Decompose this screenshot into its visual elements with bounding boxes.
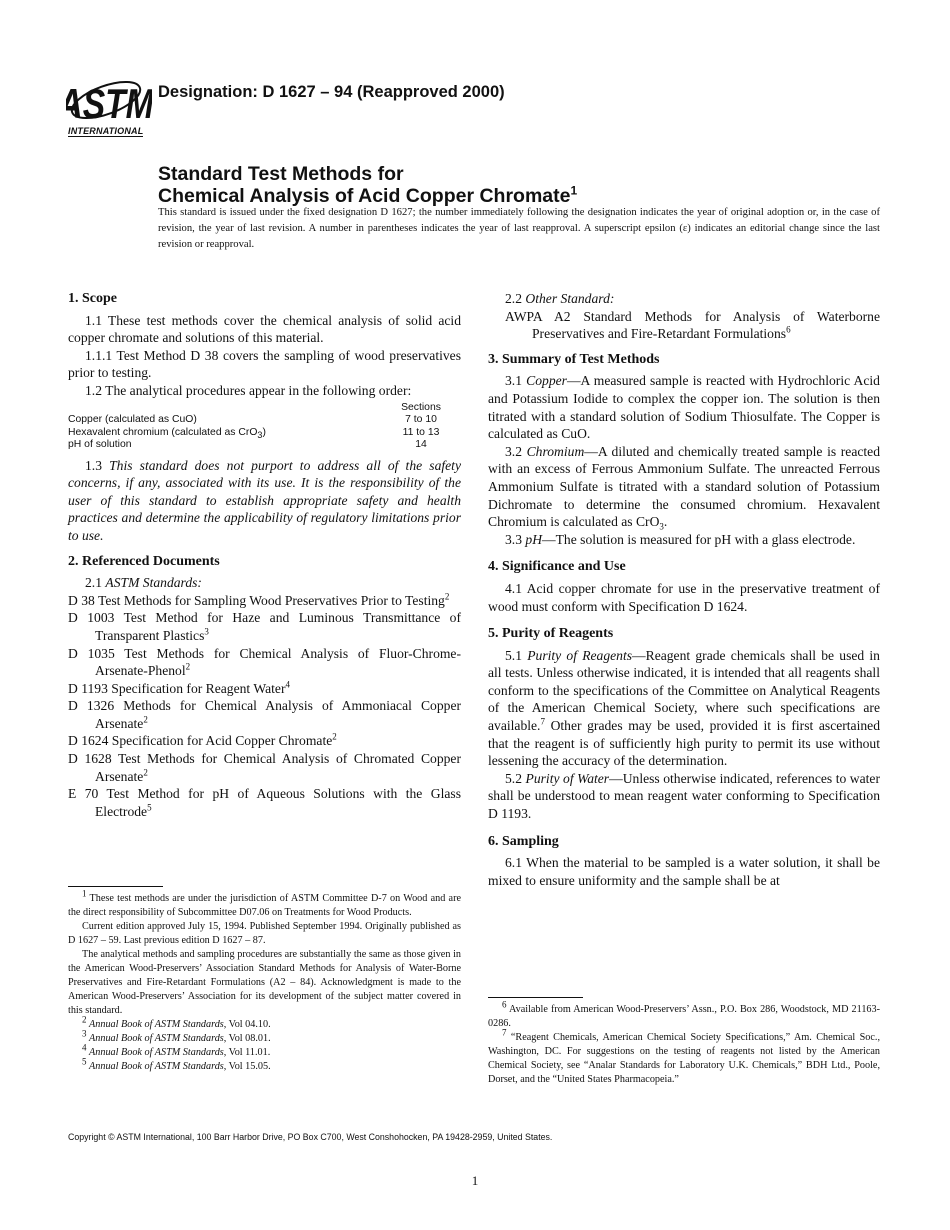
reference-item	[68, 697, 461, 732]
footnote-ref: 7	[540, 716, 545, 727]
reference-text: D 1624 Specification for Acid Copper Chromate	[68, 733, 333, 749]
footnote-number: 7	[502, 1027, 507, 1038]
para-number: 3.1	[505, 373, 522, 389]
footnote-1-edition: Current edition approved July 15, 1994. Published September 1994. Originally published as D 1627 – 59. Last previous edition D 1627 – 87.	[68, 921, 461, 946]
reference-item	[68, 609, 461, 644]
volume-footnote	[68, 1028, 461, 1046]
sections-header: Sections	[401, 401, 441, 413]
volume-footnote	[68, 1014, 461, 1032]
volume-text: , Vol 11.01.	[223, 1047, 271, 1058]
section-heading-significance: 4. Significance and Use	[488, 559, 626, 575]
footnotes-left	[68, 888, 461, 1074]
para-title: Purity of Water	[525, 770, 610, 786]
para-number: 3.3	[505, 531, 522, 547]
book-title: Annual Book of ASTM Standards	[89, 1047, 224, 1058]
paragraph-5-2	[488, 770, 880, 823]
reference-list	[68, 592, 461, 821]
section-heading-sampling: 6. Sampling	[488, 833, 559, 849]
volume-footnote	[68, 1042, 461, 1060]
title-line-2	[158, 185, 577, 207]
row-sections: 14	[415, 439, 427, 451]
para-end: .	[663, 514, 668, 530]
reference-text: D 1628 Test Methods for Chemical Analysis of Chromated Copper Arsenate	[68, 751, 461, 784]
paragraph-3-1	[488, 372, 880, 442]
safety-statement: This standard does not purport to address all of the safety concerns, if any, associated with its use. It is the responsibility of the user of this standard to establish appropriate safety and health practices and determine the applicability of regulatory limitations prior to use.	[68, 457, 461, 543]
footnote-1-note: The analytical methods and sampling procedures are substantially the same as those given in the American Wood-Preservers’ Association Standard Methods for Analysis of Water-Borne Preservatives and Fire-Retardant Formulations (A2 – 84). Acknowledgment is made to the American Wood-Preservers’ Association for its development of the subject matter covered in this standard.	[68, 949, 461, 1016]
para-text: —Reagent grade chemicals shall be used in all tests. Unless otherwise indicated, it is intended that all reagents shall conform to the specifications of the Committee on Analytical Reagents of the American Chemical Society, where such specifications are available.	[488, 647, 880, 734]
footnote-number: 4	[82, 1042, 87, 1053]
para-title: pH	[525, 531, 543, 547]
paragraph-5-1	[488, 647, 880, 770]
footnote-ref: 2	[143, 767, 148, 778]
paragraph-2-1	[68, 574, 461, 592]
paragraph-2-2	[488, 290, 880, 308]
footnote-6	[488, 999, 880, 1031]
svg-text:ASTM: ASTM	[66, 81, 152, 128]
footnote-number: 5	[82, 1056, 87, 1067]
table-row	[68, 427, 461, 440]
document-title	[158, 163, 577, 207]
footnote-ref: 2	[332, 731, 337, 742]
volume-text: , Vol 04.10.	[223, 1019, 271, 1030]
paragraph-6-1: 6.1 When the material to be sampled is a water solution, it shall be mixed to ensure uniformity and the sample shall be at	[488, 855, 880, 888]
reference-item	[68, 785, 461, 820]
para-number: 3.2	[505, 443, 522, 459]
footnote-ref: 3	[204, 626, 209, 637]
footnote-ref: 4	[285, 679, 290, 690]
footnote-ref: 5	[147, 802, 152, 813]
table-row	[68, 414, 461, 427]
left-column	[68, 290, 461, 820]
footnote-ref: 2	[143, 714, 148, 725]
footnote-ref: 6	[786, 324, 791, 335]
footnote-number: 6	[502, 999, 507, 1010]
reference-item	[68, 592, 461, 610]
para-text: —A diluted and chemically treated sample is reacted with an excess of Ferrous Ammonium Sulfate. The unreacted Ferrous Ammonium Sulfate is titrated with a standard solution of Potassium Dichromate to determine the consumed chromium. Hexavalent Chromium is calculated as CrO	[488, 443, 880, 530]
subscript: 3	[659, 521, 664, 532]
reference-text: D 1326 Methods for Chemical Analysis of Ammoniacal Copper Arsenate	[68, 698, 461, 731]
section-heading-purity: 5. Purity of Reagents	[488, 626, 614, 642]
procedure-order-table	[68, 402, 461, 452]
row-label: pH of solution	[68, 439, 132, 451]
reference-item	[68, 750, 461, 785]
book-title: Annual Book of ASTM Standards	[89, 1019, 224, 1030]
title-footnote-ref: 1	[570, 183, 578, 198]
para-text-cont: Other grades may be used, provided it is first ascertained that the reagent is of sufficiently high purity to permit its use without lessening the accuracy of the determination.	[488, 718, 880, 769]
subheading: Other Standard:	[525, 291, 615, 306]
volume-text: , Vol 08.01.	[223, 1033, 271, 1044]
footnotes-right	[488, 999, 880, 1087]
title-line-1: Standard Test Methods for	[158, 163, 404, 185]
copyright-notice: Copyright © ASTM International, 100 Barr Harbor Drive, PO Box C700, West Conshohocken, PA 19428-2959, United States.	[68, 1132, 553, 1142]
paragraph-1-1: 1.1 These test methods cover the chemical analysis of solid acid copper chromate and solutions of this material.	[68, 312, 461, 346]
footnote-7	[488, 1027, 880, 1087]
row-sections: 11 to 13	[402, 426, 440, 438]
para-number: 2.1	[85, 575, 102, 591]
awpa-reference	[488, 308, 880, 343]
footnote-ref: 2	[185, 661, 191, 672]
paragraph-3-3	[488, 531, 880, 549]
row-label-end: )	[262, 426, 266, 438]
para-title: Copper	[526, 373, 567, 389]
paragraph-4-1: 4.1 Acid copper chromate for use in the preservative treatment of wood must conform with Specification D 1624.	[488, 580, 880, 614]
para-number: 5.2	[505, 770, 522, 786]
book-title: Annual Book of ASTM Standards	[89, 1033, 224, 1044]
reference-text: D 1193 Specification for Reagent Water	[68, 680, 286, 696]
para-number: 2.2	[505, 291, 522, 306]
reference-item	[68, 645, 461, 680]
footnote-ref: 2	[444, 591, 450, 602]
section-heading-summary: 3. Summary of Test Methods	[488, 351, 660, 367]
table-header-row	[68, 402, 461, 415]
volume-footnotes	[68, 1014, 461, 1074]
right-column	[488, 290, 880, 889]
section-heading-scope: 1. Scope	[68, 291, 117, 306]
logo-subtitle: INTERNATIONAL	[68, 126, 144, 136]
reference-text: D 38 Test Methods for Sampling Wood Preservatives Prior to Testing	[68, 592, 445, 608]
footnote-divider	[68, 886, 163, 887]
reference-text: D 1035 Test Methods for Chemical Analysis of Fluor-Chrome-Arsenate-Phenol	[68, 645, 461, 679]
footnote-divider	[488, 997, 583, 998]
subscript: 3	[257, 429, 263, 440]
reference-item	[68, 732, 461, 750]
footnote-text: “Reagent Chemicals, American Chemical Society Specifications,” Am. Chemical Soc., Washington, DC. For suggestions on the testing of reagents not listed by the American Chemical Society, see “Analar Standards for Laboratory U.K. Chemicals,” BDH Ltd., Poole, Dorset, and the “United States Pharmacopeia.”	[488, 1032, 880, 1085]
paragraph-3-2	[488, 443, 880, 531]
para-text: —Unless otherwise indicated, references to water shall be understood to mean reagent water conforming to Specification D 1193.	[488, 770, 880, 822]
row-sections: 7 to 10	[405, 414, 437, 426]
reference-text: E 70 Test Method for pH of Aqueous Solutions with the Glass Electrode	[68, 786, 461, 819]
table-row	[68, 439, 461, 452]
para-number: 5.1	[505, 647, 522, 663]
book-title: Annual Book of ASTM Standards	[89, 1061, 224, 1072]
para-number: 1.3	[85, 457, 102, 473]
volume-footnote	[68, 1056, 461, 1074]
para-text: —A measured sample is reacted with Hydrochloric Acid and Potassium Iodide to complex the copper ion. The solution is then titrated with a standard solution of Sodium Thiosulfate. The Copper is calculated as CuO.	[488, 373, 880, 442]
footnote-text: Available from American Wood-Preservers’ Assn., P.O. Box 286, Woodstock, MD 21163-0286.	[488, 1004, 880, 1029]
paragraph-1-2: 1.2 The analytical procedures appear in the following order:	[85, 382, 412, 398]
footnote-1	[68, 888, 461, 920]
intro-paragraph: This standard is issued under the fixed designation D 1627; the number immediately following the designation indicates the year of original adoption or, in the case of revision, the year of last revision. A number in parentheses indicates the year of last reapproval. A superscript epsilon (ε) indicates an editorial change since the last revision or reapproval.	[158, 207, 880, 250]
para-text: —The solution is measured for pH with a glass electrode.	[542, 531, 856, 547]
section-heading-referenced-documents: 2. Referenced Documents	[68, 553, 220, 569]
astm-logo	[66, 70, 152, 140]
footnote-text: These test methods are under the jurisdiction of ASTM Committee D-7 on Wood and are the direct responsibility of Subcommittee D07.06 on Treatments for Wood Products.	[68, 893, 461, 918]
para-title: Chromium	[526, 443, 585, 459]
reference-text: D 1003 Test Method for Haze and Luminous Transmittance of Transparent Plastics	[68, 610, 461, 643]
reference-text: AWPA A2 Standard Methods for Analysis of Waterborne Preservatives and Fire-Retardant Formulations	[505, 308, 880, 342]
volume-text: , Vol 15.05.	[223, 1061, 271, 1072]
paragraph-1-1-1: 1.1.1 Test Method D 38 covers the sampling of wood preservatives prior to testing.	[68, 347, 461, 381]
footnote-number: 1	[82, 888, 87, 899]
designation: Designation: D 1627 – 94 (Reapproved 2000)	[158, 83, 505, 101]
row-label	[68, 427, 381, 440]
subheading: ASTM Standards:	[105, 575, 202, 591]
paragraph-1-3	[68, 457, 461, 545]
footnote-number: 3	[82, 1028, 87, 1039]
title-text: Chemical Analysis of Acid Copper Chromate	[158, 185, 571, 207]
page-number: 1	[471, 1173, 479, 1188]
footnote-number: 2	[82, 1014, 87, 1025]
para-title: Purity of Reagents	[527, 647, 633, 663]
row-label: Copper (calculated as CuO)	[68, 414, 197, 426]
row-label-text: Hexavalent chromium (calculated as CrO	[68, 426, 258, 438]
reference-item	[68, 680, 461, 698]
